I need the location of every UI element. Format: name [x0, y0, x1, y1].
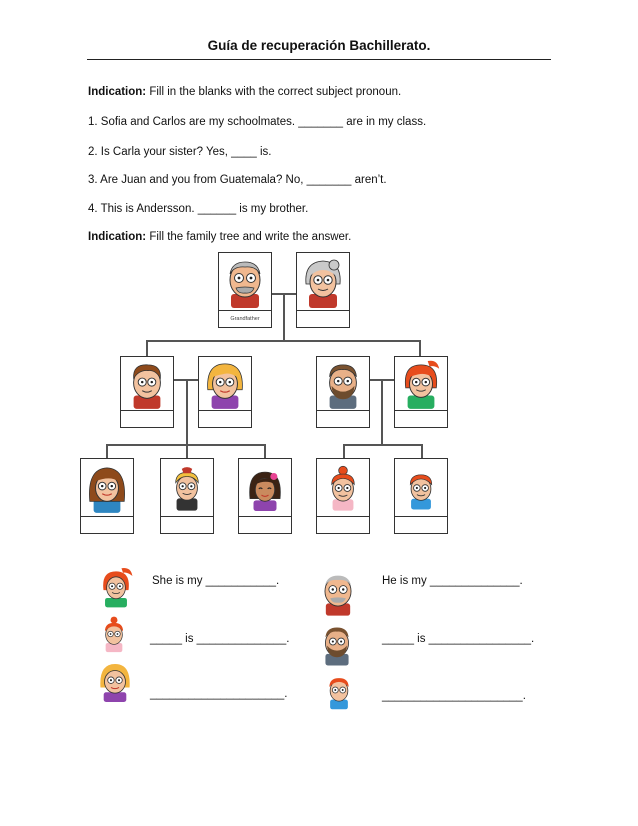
child-4-label-blank[interactable] [317, 516, 369, 533]
indication-1-label: Indication: [88, 86, 147, 98]
card-child-2[interactable] [160, 458, 214, 534]
children-bar [146, 340, 421, 342]
indication-1 [88, 86, 401, 98]
child1-drop [106, 444, 108, 458]
girl-red-bun-face-icon [323, 465, 363, 511]
grandparents-stem [283, 295, 285, 340]
exercise-right-3: ______________________. [382, 690, 526, 702]
exercise-left-2: _____ is ______________. [150, 633, 290, 645]
man-brown-hair-face-icon [125, 359, 169, 409]
aunt-drop [419, 340, 421, 356]
red-hair-woman-mini-icon [98, 565, 134, 609]
card-child-5[interactable] [394, 458, 448, 534]
exercise-left-1: She is my ___________. [152, 575, 280, 587]
card-grandmother[interactable] [296, 252, 350, 328]
indication-2 [88, 231, 351, 243]
girl-red-bun-mini-icon [98, 614, 130, 654]
boy-blonde-face-icon [167, 465, 207, 511]
question-3: 3. Are Juan and you from Guatemala? No, _______ aren’t. [88, 174, 387, 186]
child4-drop [343, 444, 345, 458]
card-uncle[interactable] [316, 356, 370, 428]
uncle-aunt-stem [381, 381, 383, 444]
indication-2-text: Fill the family tree and write the answer. [146, 231, 352, 243]
boy-red-hair-mini-icon [322, 670, 356, 710]
card-child-3[interactable] [238, 458, 292, 534]
parents-stem [186, 381, 188, 444]
woman-blonde-mini-icon [96, 660, 134, 702]
father-label-blank[interactable] [121, 410, 173, 427]
card-child-4[interactable] [316, 458, 370, 534]
child-3-label-blank[interactable] [239, 516, 291, 533]
card-father[interactable] [120, 356, 174, 428]
cousins-bar-right [343, 444, 423, 446]
question-1: 1. Sofia and Carlos are my schoolmates. _______ are in my class. [88, 116, 427, 128]
uncle-label-blank[interactable] [317, 410, 369, 427]
boy-red-hair-face-icon [402, 466, 440, 510]
card-mother[interactable] [198, 356, 252, 428]
child2-drop [186, 444, 188, 458]
card-aunt[interactable] [394, 356, 448, 428]
grandfather-face-icon [222, 256, 268, 308]
aunt-label-blank[interactable] [395, 410, 447, 427]
question-2: 2. Is Carla your sister? Yes, ____ is. [88, 146, 272, 158]
title-divider [87, 59, 551, 60]
bearded-man-mini-icon [318, 622, 356, 666]
grandmother-label-blank[interactable] [297, 310, 349, 327]
exercise-right-2: _____ is ________________. [382, 633, 535, 645]
bearded-man-face-icon [321, 359, 365, 409]
child-1-label-blank[interactable] [81, 516, 133, 533]
question-4: 4. This is Andersson. ______ is my brother. [88, 203, 309, 215]
father-drop [146, 340, 148, 356]
girl-brown-hair-face-icon [85, 463, 129, 513]
grandfather-mini-icon [318, 570, 358, 616]
exercise-left-3: _____________________. [150, 688, 288, 700]
child-2-label-blank[interactable] [161, 516, 213, 533]
child3-drop [264, 444, 266, 458]
grandfather-label: Grandfather [219, 310, 271, 327]
child-5-label-blank[interactable] [395, 516, 447, 533]
mother-label-blank[interactable] [199, 410, 251, 427]
family-tree [78, 250, 480, 535]
child5-drop [421, 444, 423, 458]
woman-blonde-face-icon [203, 359, 247, 409]
indication-2-label: Indication: [88, 231, 147, 243]
page-title: Guía de recuperación Bachillerato. [207, 38, 431, 53]
grandmother-face-icon [300, 256, 346, 308]
indication-1-text: Fill in the blanks with the correct subject pronoun. [146, 86, 402, 98]
red-hair-woman-face-icon [399, 359, 443, 409]
exercise-right-1: He is my ______________. [382, 575, 523, 587]
card-grandfather[interactable] [218, 252, 272, 328]
card-child-1[interactable] [80, 458, 134, 534]
girl-dark-hair-face-icon [244, 465, 286, 511]
